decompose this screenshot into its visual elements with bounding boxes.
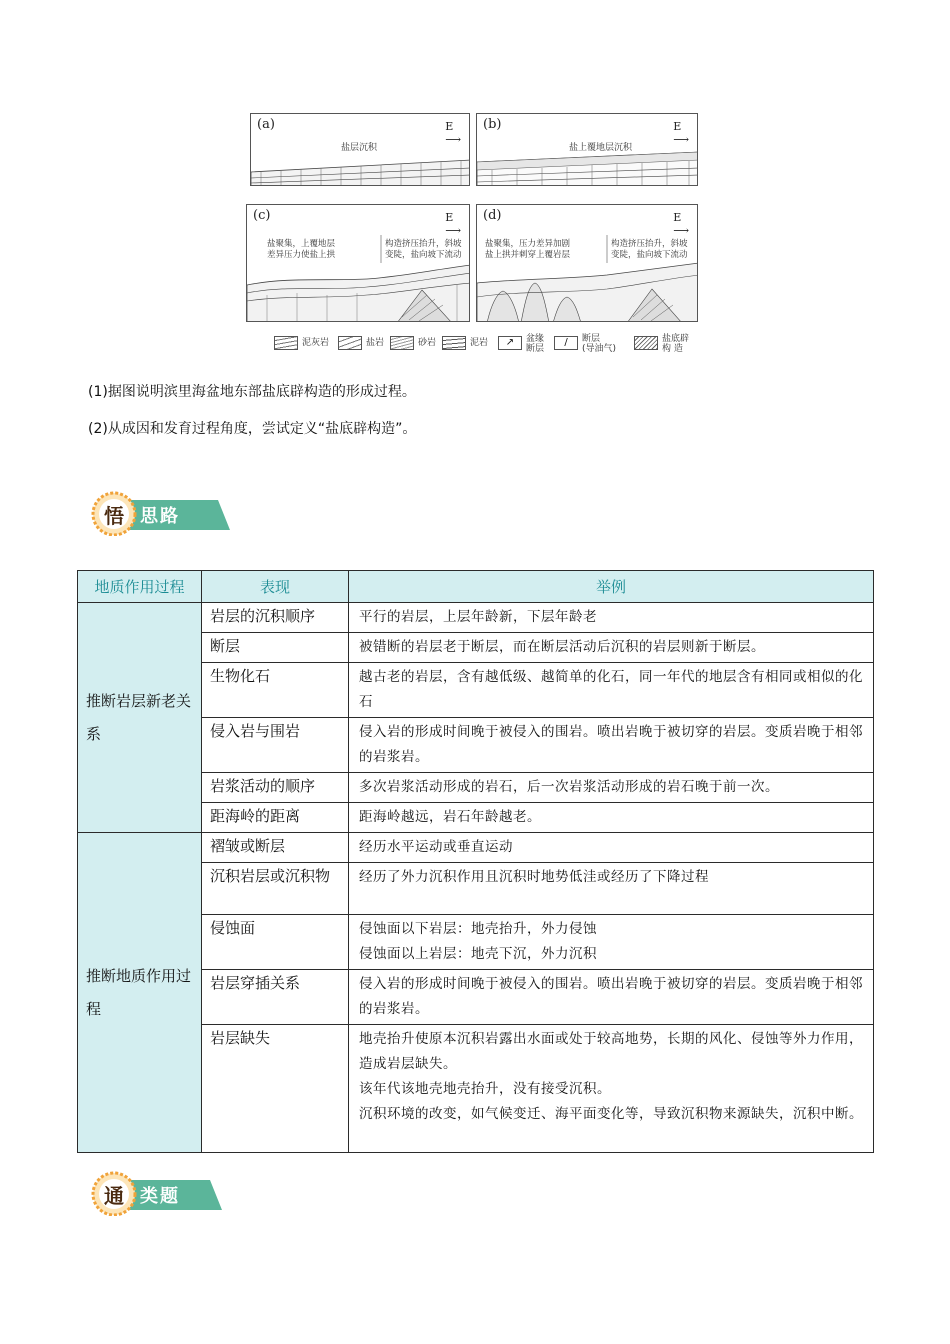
- legend-label: 断层 (导油气): [582, 334, 617, 354]
- section-badge-thinking: [90, 490, 232, 536]
- panel-label: (c): [253, 208, 271, 223]
- header-example: 举例: [349, 571, 874, 603]
- example-cell: 经历了外力沉积作用且沉积时地势低洼或经历了下降过程: [349, 863, 874, 915]
- panel-note-right: 构造挤压抬升，斜坡 变陡，盐向坡下流动: [385, 239, 462, 260]
- example-cell: 侵入岩的形成时间晚于被侵入的围岩。喷出岩晚于被切穿的岩层。变质岩晚于相邻的岩浆岩。: [349, 718, 874, 773]
- header-process: 地质作用过程: [78, 571, 202, 603]
- basin-fault-icon: ↗: [498, 336, 522, 350]
- panel-label: (b): [483, 117, 502, 132]
- salt-swatch-icon: [338, 336, 362, 350]
- label-cell: 侵蚀面: [202, 915, 349, 970]
- east-arrow-icon: E ⟶: [673, 211, 689, 237]
- label-cell: 生物化石: [202, 663, 349, 718]
- panel-note-left: 盐聚集，压力差异加剧 盐上拱并刺穿上覆岩层: [485, 239, 571, 260]
- overburden-strata: [477, 114, 698, 186]
- mudstone-swatch-icon: [442, 336, 466, 350]
- fault-icon: /: [554, 336, 578, 350]
- badge-icon-char: 通: [104, 1184, 124, 1208]
- panel-d: [476, 204, 698, 322]
- geology-table: [77, 570, 874, 1153]
- legend-label: 盆缘 断层: [526, 334, 545, 354]
- east-arrow-icon: E ⟶: [673, 120, 689, 146]
- figure-legend: 泥灰岩 盐岩 砂岩 泥岩 ↗ 盆缘 断层 / 断层 (导油气) 盐底辟 构 造: [274, 332, 704, 356]
- salt-layer-strata: [251, 114, 470, 186]
- example-cell: 被错断的岩层老于断层，而在断层活动后沉积的岩层则新于断层。: [349, 633, 874, 663]
- question-2: (2)从成因和发育过程角度，尝试定义“盐底辟构造”。: [88, 421, 417, 437]
- table-header-row: [78, 571, 874, 603]
- category-cell: 推断地质作用过程: [78, 833, 202, 1153]
- panel-c: [246, 204, 470, 322]
- label-cell: 岩浆活动的顺序: [202, 773, 349, 803]
- label-cell: 距海岭的距离: [202, 803, 349, 833]
- badge-icon-char: 悟: [104, 504, 124, 528]
- example-cell: 经历水平运动或垂直运动: [349, 833, 874, 863]
- example-cell: 多次岩浆活动形成的岩石，后一次岩浆活动形成的岩石晚于前一次。: [349, 773, 874, 803]
- label-cell: 侵入岩与围岩: [202, 718, 349, 773]
- panel-a: [250, 113, 470, 186]
- label-cell: 断层: [202, 633, 349, 663]
- panel-b: [476, 113, 698, 186]
- salt-uplift-strata: [247, 205, 470, 322]
- example-cell: 侵入岩的形成时间晚于被侵入的围岩。喷出岩晚于被切穿的岩层。变质岩晚于相邻的岩浆岩。: [349, 970, 874, 1025]
- geology-figure: [244, 110, 706, 358]
- label-cell: 岩层缺失: [202, 1025, 349, 1153]
- label-cell: 岩层穿插关系: [202, 970, 349, 1025]
- header-manifestation: 表现: [202, 571, 349, 603]
- example-cell: 距海岭越远，岩石年龄越老。: [349, 803, 874, 833]
- panel-note-left: 盐聚集，上覆地层 差异压力使盐上拱: [267, 239, 336, 260]
- legend-label: 盐底辟 构 造: [662, 334, 690, 354]
- marl-swatch-icon: [274, 336, 298, 350]
- salt-diapir-strata: [477, 205, 698, 322]
- example-cell: 地壳抬升使原本沉积岩露出水面或处于较高地势，长期的风化、侵蚀等外力作用，造成岩层缺失。 该年代该地壳地壳抬升，没有接受沉积。 沉积环境的改变，如气候变迁、海平面变化等，导致沉积物来源缺失，沉积中断。: [349, 1025, 874, 1153]
- east-arrow-icon: E ⟶: [445, 120, 461, 146]
- panel-label: (d): [483, 208, 502, 223]
- panel-label: (a): [257, 117, 275, 132]
- panel-caption: 盐层沉积: [341, 143, 378, 153]
- table-row: [78, 833, 874, 863]
- example-cell: 越古老的岩层，含有越低级、越简单的化石，同一年代的地层含有相同或相似的化石: [349, 663, 874, 718]
- question-1: (1)据图说明滨里海盆地东部盐底辟构造的形成过程。: [88, 384, 416, 400]
- panel-note-right: 构造挤压抬升，斜坡 变陡，盐向坡下流动: [611, 239, 688, 260]
- diapir-icon: [634, 336, 658, 350]
- label-cell: 沉积岩层或沉积物: [202, 863, 349, 915]
- east-arrow-icon: E ⟶: [445, 211, 461, 237]
- sandstone-swatch-icon: [390, 336, 414, 350]
- table-row: [78, 603, 874, 633]
- example-cell: 平行的岩层，上层年龄新，下层年龄老: [349, 603, 874, 633]
- label-cell: 褶皱或断层: [202, 833, 349, 863]
- badge-label: 类题: [140, 1186, 180, 1207]
- category-cell: 推断岩层新老关系: [78, 603, 202, 833]
- section-badge-similar: [90, 1170, 232, 1216]
- label-cell: 岩层的沉积顺序: [202, 603, 349, 633]
- panel-caption: 盐上覆地层沉积: [569, 143, 633, 153]
- badge-label: 思路: [140, 506, 180, 527]
- example-cell: 侵蚀面以下岩层：地壳抬升，外力侵蚀 侵蚀面以上岩层：地壳下沉，外力沉积: [349, 915, 874, 970]
